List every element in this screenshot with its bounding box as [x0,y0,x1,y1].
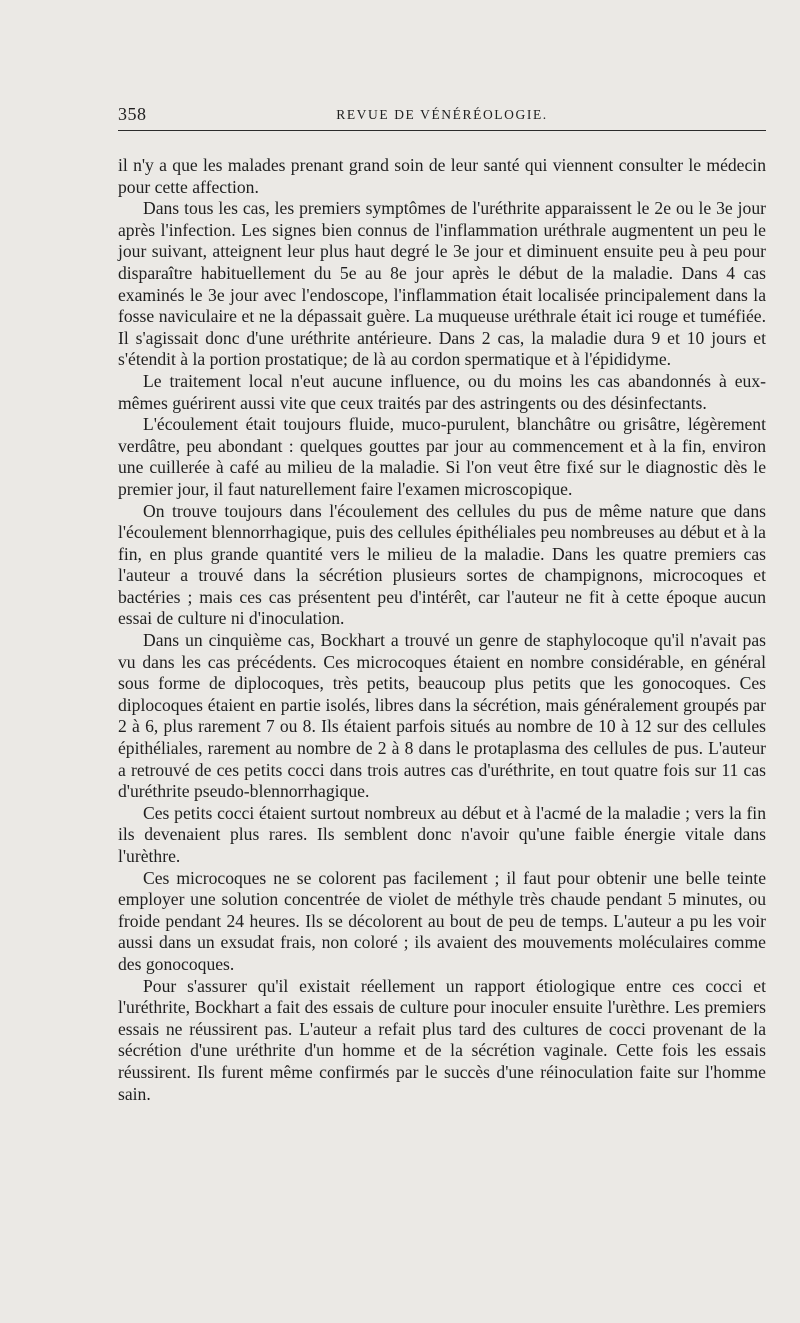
page-number: 358 [118,104,147,124]
paragraph: Dans tous les cas, les premiers symptômes de l'uréthrite apparaissent le 2e ou le 3e jour après l'infection. Les signes bien connus de l'inflammation uréthrale augmentent un peu le jour suivant, atteignent leur plus haut degré le 3e jour et diminuent ensuite peu à peu pour disparaître habituellement du 5e au 8e jour après le début de la maladie. Dans 4 cas examinés le 3e jour avec l'endoscope, l'inflammation était localisée principalement dans la fosse naviculaire et ne la dépassait guère. La muqueuse uréthrale était ici rouge et tuméfiée. Il s'agissait donc d'une uréthrite antérieure. Dans 2 cas, la maladie dura 9 et 10 jours et s'étendit à la portion prostatique; de là au cordon spermatique et à l'épididyme. [118,198,766,370]
paragraph: Le traitement local n'eut aucune influence, ou du moins les cas abandonnés à eux-mêmes guérirent aussi vite que ceux traités par des astringents ou des désinfectants. [118,370,766,413]
body-text [118,155,766,1105]
page-header [118,104,766,131]
paragraph: L'écoulement était toujours fluide, muco-purulent, blanchâtre ou grisâtre, légèrement verdâtre, peu abondant : quelques gouttes par jour au commencement et à la fin, environ une cuillerée à café au milieu de la maladie. Si l'on veut être fixé sur le diagnostic dès le premier jour, il faut naturellement faire l'examen microscopique. [118,414,766,499]
paragraph: Ces petits cocci étaient surtout nombreux au début et à l'acmé de la maladie ; vers la fin ils devenaient plus rares. Ils semblent donc n'avoir qu'une faible énergie vitale dans l'urèthre. [118,802,766,866]
paragraph: Dans un cinquième cas, Bockhart a trouvé un genre de staphylocoque qu'il n'avait pas vu dans les cas précédents. Ces microcoques étaient en nombre considérable, en général sous forme de diplocoques, très petits, beaucoup plus petits que les gonocoques. Ces diplocoques étaient en partie isolés, libres dans la sécrétion, mais généralement groupés par 2 à 6, plus rarement 7 ou 8. Ils étaient parfois situés au nombre de 10 à 12 sur des cellules épithéliales, rarement au nombre de 2 à 8 dans le protaplasma des cellules de pus. L'auteur a retrouvé de ces petits cocci dans trois autres cas d'uréthrite, en tout quatre fois sur 11 cas d'uréthrite pseudo-blennorrhagique. [118,630,766,802]
running-title: REVUE DE VÉNÉRÉOLOGIE. [336,107,548,122]
paragraph: Pour s'assurer qu'il existait réellement un rapport étiologique entre ces cocci et l'uréthrite, Bockhart a fait des essais de culture pour inoculer ensuite l'urèthre. Les premiers essais ne réussirent pas. L'auteur a refait plus tard des cultures de cocci provenant de la sécrétion d'une uréthrite d'un homme et de la sécrétion vaginale. Cette fois les essais réussirent. Ils furent même confirmés par le succès d'une réinoculation faite sur l'homme sain. [118,975,766,1104]
paragraph: On trouve toujours dans l'écoulement des cellules du pus de même nature que dans l'écoulement blennorrhagique, puis des cellules épithéliales peu nombreuses au début et à la fin, en plus grande quantité vers le milieu de la maladie. Dans les quatre premiers cas l'auteur a trouvé dans la sécrétion plusieurs sortes de champignons, microcoques et bactéries ; mais ces cas présentent peu d'intérêt, car l'auteur ne fit à cette époque aucun essai de culture ni d'inoculation. [118,500,766,629]
paragraph: Ces microcoques ne se colorent pas facilement ; il faut pour obtenir une belle teinte employer une solution concentrée de violet de méthyle très chaude pendant 5 minutes, ou froide pendant 24 heures. Ils se décolorent au bout de peu de temps. L'auteur a pu les voir aussi dans un exsudat frais, non coloré ; ils avaient des mouvements moléculaires comme des gonocoques. [118,867,766,974]
paragraph: il n'y a que les malades prenant grand soin de leur santé qui viennent consulter le médecin pour cette affection. [118,155,766,197]
